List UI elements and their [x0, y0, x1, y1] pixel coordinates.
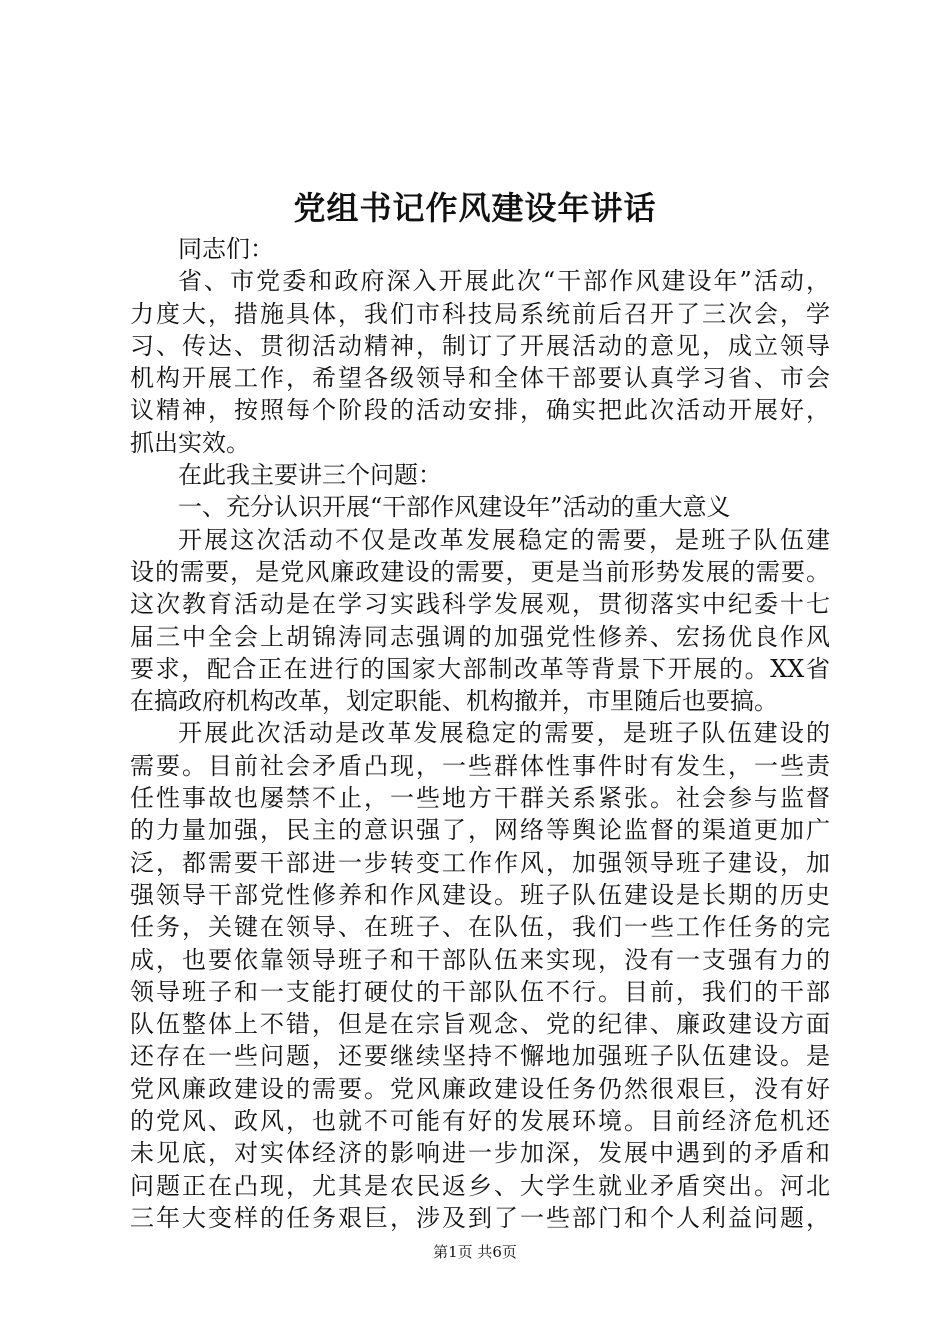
- body-line: 未见底，对实体经济的影响进一步加深，发展中遇到的矛盾和: [130, 1139, 830, 1168]
- body-line: 习、传达、贯彻活动精神，制订了开展活动的意见，成立领导: [130, 331, 830, 360]
- body-line: 届三中全会上胡锦涛同志强调的加强党性修养、宏扬优良作风: [130, 622, 830, 651]
- body-line: 成，也要依靠领导班子和干部队伍来实现，没有一支强有力的: [130, 945, 830, 974]
- body-line: 在此我主要讲三个问题：: [178, 461, 442, 490]
- body-line: 这次教育活动是在学习实践科学发展观，贯彻落实中纪委十七: [130, 590, 830, 619]
- body-line: 在搞政府机构改革，划定职能、机构撤并，市里随后也要搞。: [130, 687, 778, 716]
- body-line: 队伍整体上不错，但是在宗旨观念、党的纪律、廉政建设方面: [130, 1010, 830, 1039]
- body-line: 领导班子和一支能打硬仗的干部队伍不行。目前，我们的干部: [130, 977, 830, 1006]
- body-line: 党风廉政建设的需要。党风廉政建设任务仍然很艰巨，没有好: [130, 1074, 830, 1103]
- body-line: 设的需要，是党风廉政建设的需要，更是当前形势发展的需要。: [130, 557, 830, 586]
- body-line: 省、市党委和政府深入开展此次“干部作风建设年”活动，: [178, 267, 830, 296]
- body-line: 议精神，按照每个阶段的活动安排，确实把此次活动开展好，: [130, 396, 830, 425]
- body-line: 问题正在凸现，尤其是农民返乡、大学生就业矛盾突出。河北: [130, 1171, 830, 1200]
- body-line: 任性事故也屡禁不止，一些地方干群关系紧张。社会参与监督: [130, 784, 830, 813]
- body-line: 的力量加强，民主的意识强了，网络等舆论监督的渠道更加广: [130, 816, 830, 845]
- section-heading: 一、充分认识开展“干部作风建设年”活动的重大意义: [178, 493, 731, 522]
- body-line: 同志们：: [178, 235, 274, 263]
- page-number-footer: 第1页 共6页: [433, 1243, 517, 1261]
- body-line: 的党风、政风，也就不可能有好的发展环境。目前经济危机还: [130, 1107, 830, 1136]
- body-line: 还存在一些问题，还要继续坚持不懈地加强班子队伍建设。是: [130, 1042, 830, 1071]
- body-line: 机构开展工作，希望各级领导和全体干部要认真学习省、市会: [130, 364, 830, 393]
- body-line: 任务，关键在领导、在班子、在队伍，我们一些工作任务的完: [130, 913, 830, 942]
- document-title: 党组书记作风建设年讲话: [293, 189, 657, 227]
- body-line: 抓出实效。: [130, 428, 250, 457]
- body-line: 要求，配合正在进行的国家大部制改革等背景下开展的。XX省: [130, 654, 830, 683]
- body-line: 强领导干部党性修养和作风建设。班子队伍建设是长期的历史: [130, 880, 830, 909]
- body-line: 开展此次活动是改革发展稳定的需要，是班子队伍建设的: [178, 719, 830, 748]
- body-line: 需要。目前社会矛盾凸现，一些群体性事件时有发生，一些责: [130, 751, 830, 780]
- body-line: 三年大变样的任务艰巨，涉及到了一些部门和个人利益问题，: [130, 1203, 830, 1232]
- document-body: [130, 233, 830, 1234]
- body-line: 泛，都需要干部进一步转变工作作风，加强领导班子建设，加: [130, 848, 830, 877]
- body-line: 力度大，措施具体，我们市科技局系统前后召开了三次会，学: [130, 299, 830, 328]
- body-line: 开展这次活动不仅是改革发展稳定的需要，是班子队伍建: [178, 525, 830, 554]
